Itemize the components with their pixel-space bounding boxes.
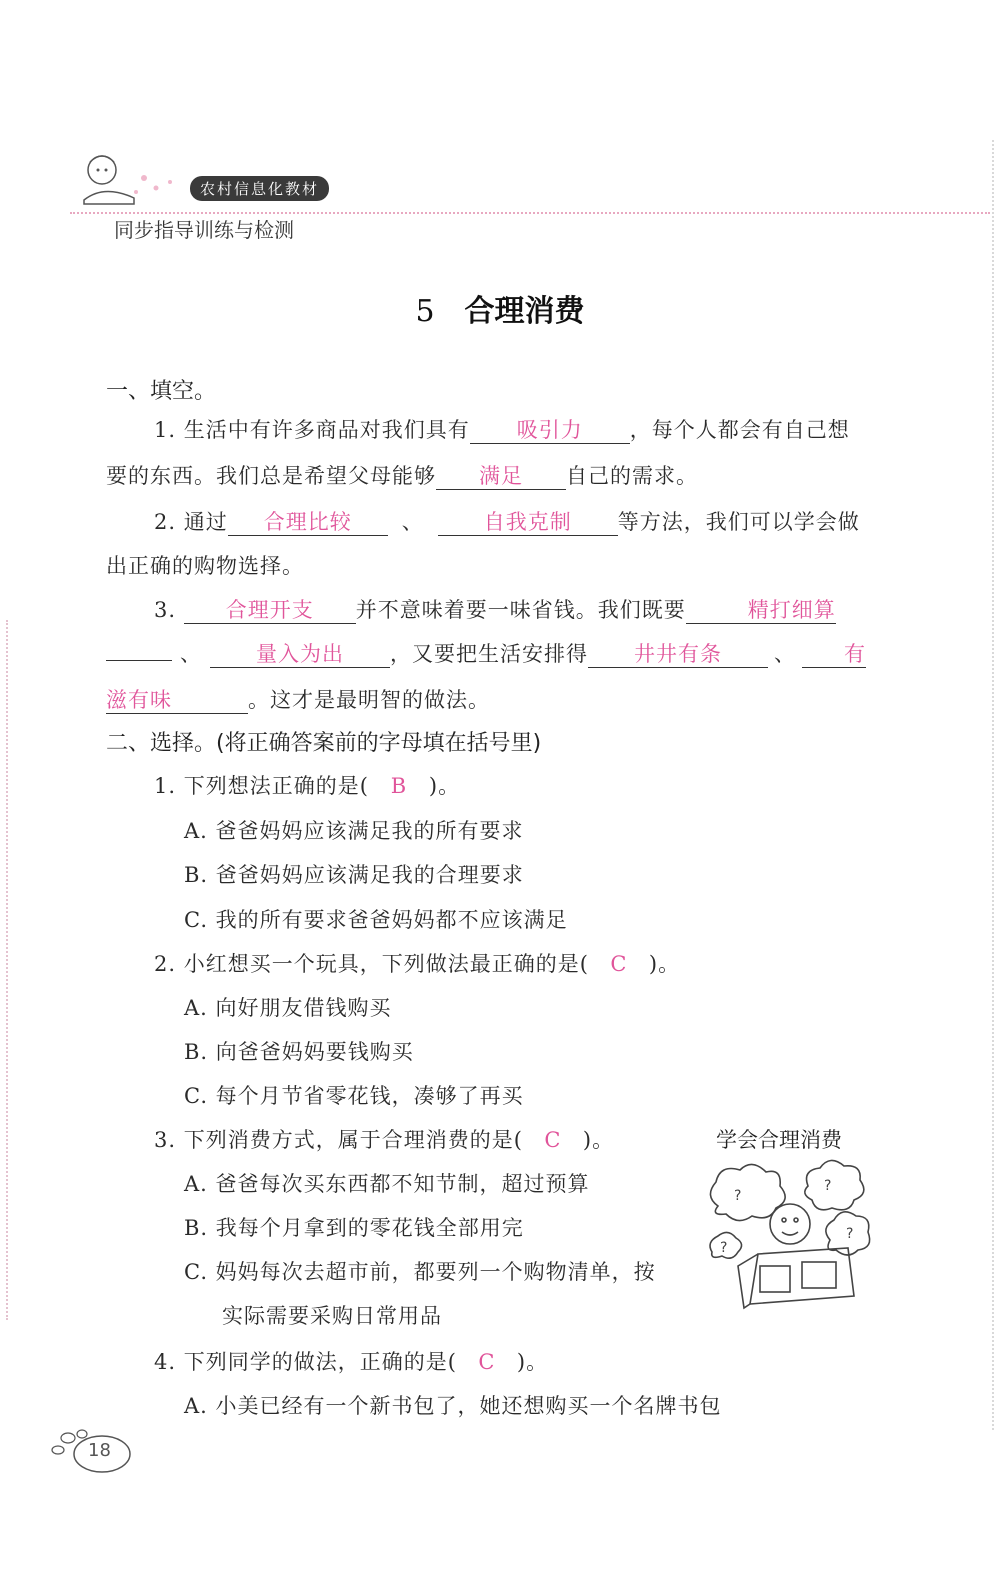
option: C. 妈妈每次去超市前，都要列一个购物清单，按 bbox=[184, 1260, 656, 1284]
choice-answer[interactable]: B bbox=[390, 774, 408, 798]
option: A. 小美已经有一个新书包了，她还想购买一个名牌书包 bbox=[184, 1394, 722, 1418]
q2-line-1: 2. 通过 合理比较 、 自我克制 等方法，我们可以学会做 bbox=[154, 506, 860, 536]
answer-blank[interactable]: 合理开支 bbox=[184, 598, 356, 624]
answer-blank-cont bbox=[106, 660, 172, 661]
answer-blank[interactable]: 有 bbox=[802, 642, 866, 668]
option: C. 每个月节省零花钱，凑够了再买 bbox=[184, 1084, 524, 1108]
svg-text:?: ? bbox=[720, 1240, 728, 1256]
book-title: 同步指导训练与检测 bbox=[114, 218, 294, 242]
option: C. 我的所有要求爸爸妈妈都不应该满足 bbox=[184, 908, 568, 932]
lesson-number: 5 bbox=[415, 294, 435, 329]
shopping-illustration bbox=[698, 1156, 878, 1312]
illustration-caption: 学会合理消费 bbox=[716, 1128, 842, 1152]
q3-line-1: 3. 合理开支 并不意味着要一味省钱。我们既要 精打细算 bbox=[154, 594, 836, 624]
mascot-illustration bbox=[74, 148, 184, 208]
choice-question-1: 1. 下列想法正确的是( B )。 bbox=[154, 774, 461, 798]
choice-answer[interactable]: C bbox=[610, 952, 628, 976]
option: A. 向好朋友借钱购买 bbox=[184, 996, 392, 1020]
svg-text:?: ? bbox=[734, 1188, 742, 1204]
series-title: 农村信息化教材 bbox=[190, 176, 329, 201]
option: A. 爸爸每次买东西都不知节制，超过预算 bbox=[184, 1172, 590, 1196]
answer-blank[interactable]: 吸引力 bbox=[470, 418, 630, 444]
answer-blank[interactable]: 滋有味 bbox=[106, 688, 248, 714]
q3-line-3: 滋有味 。这才是最明智的做法。 bbox=[106, 684, 490, 714]
option: B. 向爸爸妈妈要钱购买 bbox=[184, 1040, 414, 1064]
choice-answer[interactable]: C bbox=[478, 1350, 496, 1374]
option: A. 爸爸妈妈应该满足我的所有要求 bbox=[184, 819, 524, 843]
answer-blank[interactable]: 量入为出 bbox=[210, 642, 390, 668]
q3-line-2: 、 量入为出 ，又要把生活安排得 井井有条 、 有 bbox=[106, 638, 866, 668]
lesson-title-text: 合理消费 bbox=[464, 294, 585, 329]
q1-line-2: 要的东西。我们总是希望父母能够 满足 自己的需求。 bbox=[106, 460, 698, 490]
answer-blank[interactable]: 满足 bbox=[436, 464, 566, 490]
choice-question-4: 4. 下列同学的做法，正确的是( C )。 bbox=[154, 1350, 549, 1374]
svg-text:?: ? bbox=[846, 1226, 854, 1242]
page-number: 18 bbox=[88, 1440, 111, 1461]
svg-text:?: ? bbox=[824, 1178, 832, 1194]
lesson-title bbox=[0, 286, 1000, 330]
answer-blank[interactable]: 自我克制 bbox=[438, 510, 618, 536]
option-continued: 实际需要采购日常用品 bbox=[222, 1304, 442, 1328]
choice-question-3: 3. 下列消费方式，属于合理消费的是( C )。 bbox=[154, 1128, 615, 1152]
choice-question-2: 2. 小红想买一个玩具，下列做法最正确的是( C )。 bbox=[154, 952, 681, 976]
option: B. 爸爸妈妈应该满足我的合理要求 bbox=[184, 863, 524, 887]
q2-line-2: 出正确的购物选择。 bbox=[106, 554, 304, 578]
q1-line-1: 1. 生活中有许多商品对我们具有 吸引力 ，每个人都会有自己想 bbox=[154, 414, 850, 444]
answer-blank[interactable]: 井井有条 bbox=[588, 642, 768, 668]
answer-blank[interactable]: 合理比较 bbox=[228, 510, 388, 536]
choice-answer[interactable]: C bbox=[544, 1128, 562, 1152]
right-margin-dots bbox=[992, 140, 996, 1430]
answer-blank[interactable]: 精打细算 bbox=[686, 598, 836, 624]
left-margin-dots bbox=[6, 620, 10, 1320]
section-heading-fill: 一、填空。 bbox=[106, 379, 217, 404]
option: B. 我每个月拿到的零花钱全部用完 bbox=[184, 1216, 524, 1240]
section-heading-choice: 二、选择。(将正确答案前的字母填在括号里) bbox=[106, 731, 542, 756]
